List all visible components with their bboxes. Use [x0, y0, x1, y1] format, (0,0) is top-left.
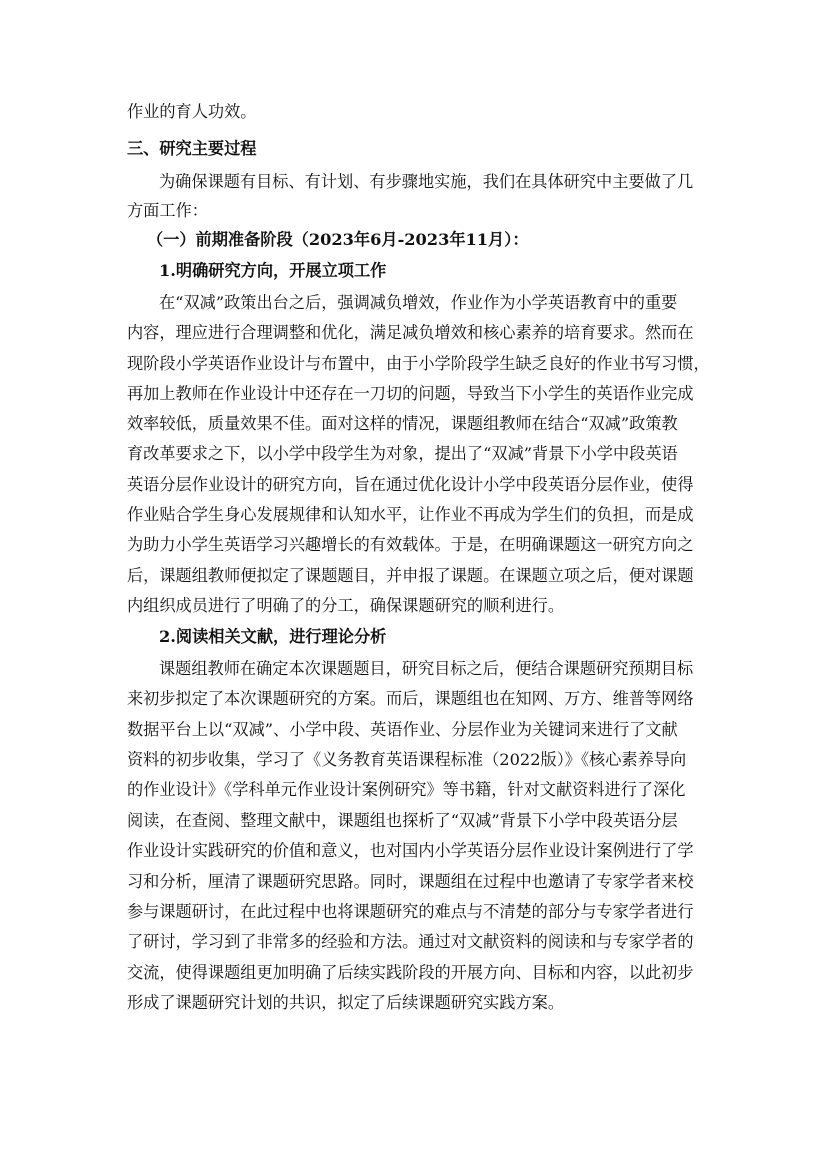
item-heading: 2.阅读相关文献，进行理论分析: [159, 627, 387, 646]
paragraph-line: 资料的初步收集，学习了《义务教育英语课程标准（2022版）》《核心素养导向: [127, 750, 687, 769]
paragraph-line: 英语分层作业设计的研究方向，旨在通过优化设计小学中段英语分层作业，使得: [127, 475, 694, 494]
item-heading: 1.明确研究方向，开展立项工作: [159, 261, 387, 280]
paragraph-line: 习和分析，厘清了课题研究思路。同时，课题组在过程中也邀请了专家学者来校: [127, 872, 694, 891]
paragraph-line: 在“双减”政策出台之后，强调减负增效，作业作为小学英语教育中的重要: [159, 293, 678, 312]
paragraph-line: 作业的育人功效。: [127, 102, 257, 121]
paragraph-line: 现阶段小学英语作业设计与布置中，由于小学阶段学生缺乏良好的作业书写习惯，: [127, 354, 710, 373]
paragraph-line: 交流，使得课题组更加明确了后续实践阶段的开展方向、目标和内容，以此初步: [127, 963, 694, 982]
paragraph-line: 内容，理应进行合理调整和优化，满足减负增效和核心素养的培育要求。然而在: [127, 323, 694, 342]
paragraph-line: 了研讨，学习到了非常多的经验和方法。通过对文献资料的阅读和与专家学者的: [127, 932, 694, 951]
paragraph-line: 再加上教师在作业设计中还存在一刀切的问题，导致当下小学生的英语作业完成: [127, 384, 694, 403]
paragraph-line: 方面工作：: [127, 201, 208, 220]
paragraph-line: 形成了课题研究计划的共识，拟定了后续课题研究实践方案。: [127, 993, 565, 1012]
paragraph-line: 作业设计实践研究的价值和意义，也对国内小学英语分层作业设计案例进行了学: [127, 841, 694, 860]
paragraph-line: 效率较低，质量效果不佳。面对这样的情况，课题组教师在结合“双减”政策教: [127, 414, 678, 433]
paragraph-line: 数据平台上以“双减”、小学中段、英语作业、分层作业为关键词来进行了文献: [127, 720, 678, 739]
section-heading: 三、研究主要过程: [127, 139, 257, 158]
subsection-heading: （一）前期准备阶段（2023年6月-2023年11月）：: [147, 230, 529, 249]
paragraph-line: 参与课题研讨，在此过程中也将课题研究的难点与不清楚的部分与专家学者进行: [127, 902, 694, 921]
paragraph-line: 阅读，在查阅、整理文献中，课题组也探析了“双减”背景下小学中段英语分层: [127, 811, 678, 830]
paragraph-line: 为助力小学生英语学习兴趣增长的有效载体。于是，在明确课题这一研究方向之: [127, 535, 694, 554]
paragraph-line: 课题组教师在确定本次课题题目，研究目标之后，便结合课题研究预期目标: [159, 659, 694, 678]
paragraph-line: 内组织成员进行了明确了的分工，确保课题研究的顺利进行。: [127, 596, 565, 615]
paragraph-line: 后，课题组教师便拟定了课题题目，并申报了课题。在课题立项之后，便对课题: [127, 566, 694, 585]
paragraph-line: 为确保课题有目标、有计划、有步骤地实施，我们在具体研究中主要做了几: [159, 172, 694, 191]
paragraph-line: 育改革要求之下，以小学中段学生为对象，提出了“双减”背景下小学中段英语: [127, 444, 678, 463]
paragraph-line: 来初步拟定了本次课题研究的方案。而后，课题组也在知网、万方、维普等网络: [127, 689, 694, 708]
paragraph-line: 作业贴合学生身心发展规律和认知水平，让作业不再成为学生们的负担，而是成: [127, 505, 694, 524]
paragraph-line: 的作业设计》《学科单元作业设计案例研究》等书籍，针对文献资料进行了深化: [127, 780, 686, 799]
